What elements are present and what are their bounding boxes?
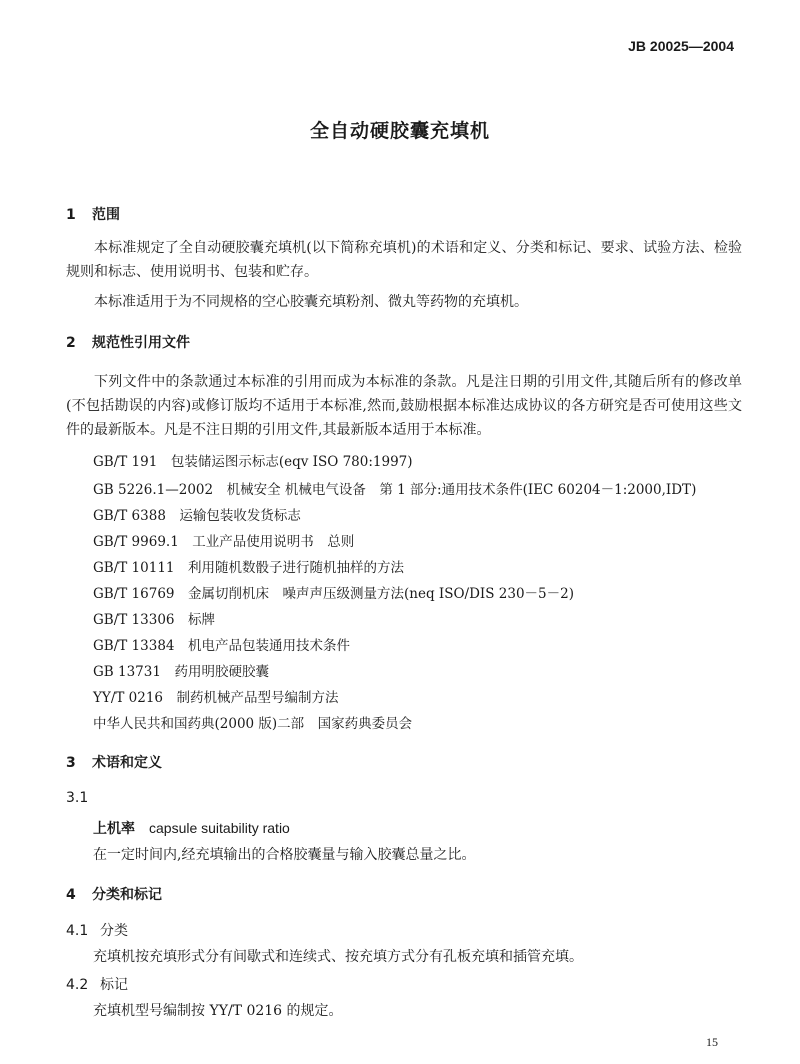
reference-item: GB 13731 药用明胶硬胶囊 — [93, 664, 269, 680]
page-number: 15 — [706, 1035, 718, 1049]
reference-item: GB/T 16769 金属切削机床 噪声声压级测量方法(neq ISO/DIS 230－5－2) — [93, 586, 574, 602]
document-title: 全自动硬胶囊充填机 — [309, 120, 490, 142]
subsection-number: 4.2 — [66, 977, 89, 993]
subsection-4-1-heading — [66, 920, 128, 940]
section-number: 2 — [66, 335, 76, 351]
paragraph: 下列文件中的条款通过本标准的引用而成为本标准的条款。凡是注日期的引用文件,其随后所有的修改单(不包括勘误的内容)或修订版均不适用于本标准,然而,鼓励根据本标准达成协议的各方研究是否可使用这些文件的最新版本。凡是不注日期的引用文件,其最新版本适用于本标准。 — [66, 374, 742, 438]
subsection-number: 3.1 — [66, 790, 89, 806]
reference-item: 中华人民共和国药典(2000 版)二部 国家药典委员会 — [93, 716, 413, 732]
section-4-heading — [66, 884, 162, 904]
reference-item: GB 5226.1—2002 机械安全 机械电气设备 第 1 部分:通用技术条件(IEC 60204－1:2000,IDT) — [93, 482, 697, 498]
term-definition: 在一定时间内,经充填输出的合格胶囊量与输入胶囊总量之比。 — [93, 847, 476, 863]
reference-item: GB/T 9969.1 工业产品使用说明书 总则 — [93, 534, 355, 550]
paragraph: 充填机型号编制按 YY/T 0216 的规定。 — [93, 1003, 343, 1019]
reference-item: GB/T 6388 运输包装收发货标志 — [93, 508, 301, 524]
paragraph: 充填机按充填形式分有间歇式和连续式、按充填方式分有孔板充填和插管充填。 — [93, 949, 583, 965]
term-chinese: 上机率 — [93, 821, 135, 837]
subsection-4-2-heading — [66, 974, 128, 994]
standard-number: JB 20025—2004 — [628, 38, 734, 54]
subsection-title: 分类 — [100, 923, 128, 939]
reference-item: GB/T 13306 标牌 — [93, 612, 215, 628]
section-title: 分类和标记 — [92, 887, 162, 903]
reference-item: GB/T 191 包装储运图示标志(eqv ISO 780:1997) — [93, 454, 413, 470]
subsection-title: 标记 — [100, 977, 128, 993]
section-title: 规范性引用文件 — [92, 335, 190, 351]
paragraph: 本标准规定了全自动硬胶囊充填机(以下简称充填机)的术语和定义、分类和标记、要求、试验方法、检验规则和标志、使用说明书、包装和贮存。 — [66, 240, 742, 280]
reference-item: GB/T 13384 机电产品包装通用技术条件 — [93, 638, 350, 654]
paragraph: 本标准适用于为不同规格的空心胶囊充填粉剂、微丸等药物的充填机。 — [94, 294, 528, 310]
section-number: 3 — [66, 755, 76, 771]
section-title: 术语和定义 — [92, 755, 162, 771]
term-english: capsule suitability ratio — [149, 820, 290, 836]
section-2-heading — [66, 332, 190, 352]
section-3-heading — [66, 752, 162, 772]
section-number: 4 — [66, 887, 76, 903]
section-number: 1 — [66, 207, 76, 223]
section-title: 范围 — [92, 207, 120, 223]
reference-item: YY/T 0216 制药机械产品型号编制方法 — [93, 690, 339, 706]
term-entry — [93, 818, 290, 838]
subsection-number: 4.1 — [66, 923, 89, 939]
section-1-heading — [66, 204, 120, 224]
reference-item: GB/T 10111 利用随机数骰子进行随机抽样的方法 — [93, 560, 404, 576]
